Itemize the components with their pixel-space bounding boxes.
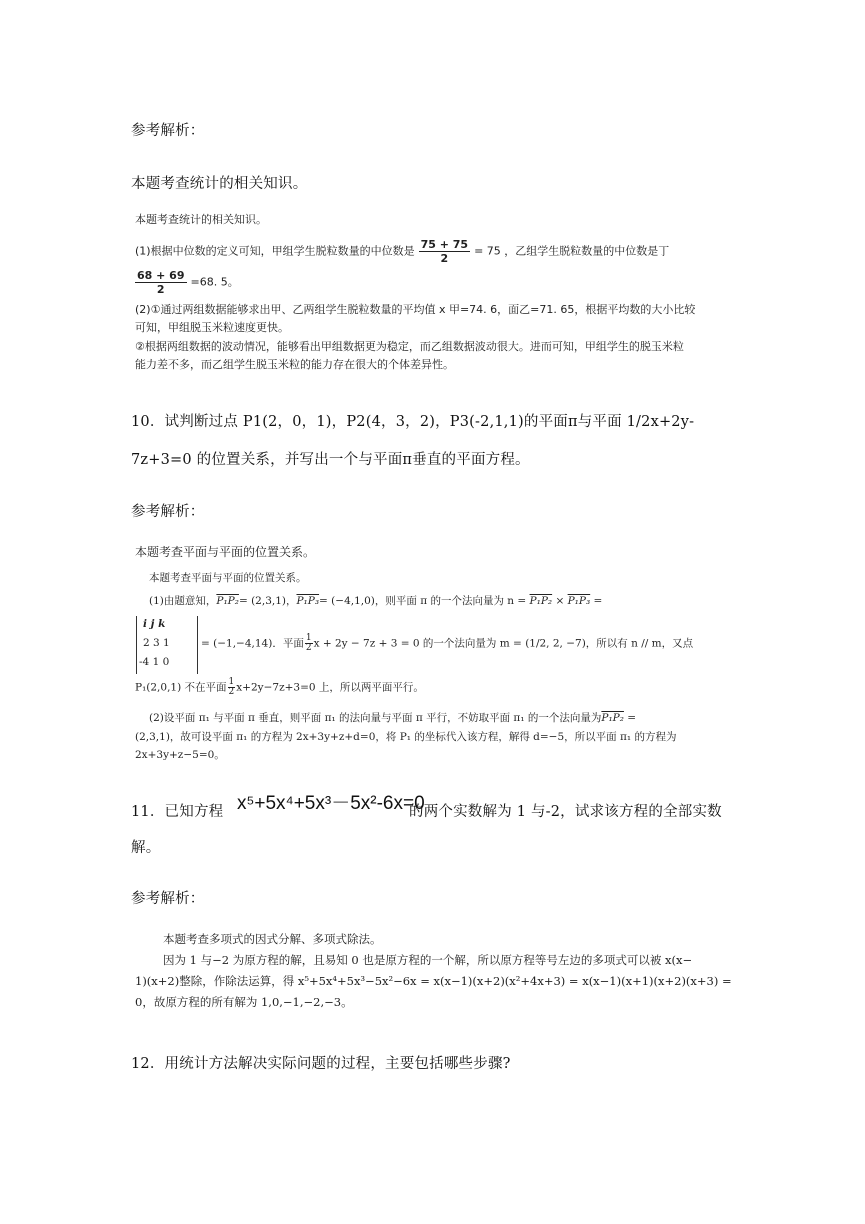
cross-sign: ×: [555, 595, 565, 607]
det-row1: i j k: [143, 618, 166, 630]
equals-sign: =: [593, 595, 603, 607]
vector-p1p3: P₁P₃: [296, 595, 320, 607]
q11-suffix: 的两个实数解为 1 与-2，试求该方程的全部实数: [409, 804, 722, 820]
img3-line4: 0，故原方程的所有解为 1,0,−1,−2,−3。: [135, 995, 353, 1009]
solution-image-polynomial: [131, 927, 741, 1012]
img2-title: 本题考查平面与平面的位置关系。: [135, 545, 316, 559]
img1-line1-b: = 75 ，乙组学生脱粒数量的中位数是丁: [474, 244, 670, 258]
img2-v1val: = (2,3,1)，: [238, 595, 297, 607]
img3-line3: 1)(x+2)整除，作除法运算，得 x⁵+5x⁴+5x³−5x²−6x = x(x−1)(x+2)(x²+4x+3) = x(x−1)(x+1)(x+2)(x+3) =: [135, 974, 732, 988]
m-vector: (1/2, 2, −7): [525, 637, 586, 650]
img1-title: 本题考查统计的相关知识。: [135, 213, 267, 226]
fraction-half: [305, 634, 313, 653]
img1-line1-a: (1)根据中位数的定义可知，甲组学生脱粒数量的中位数是: [135, 244, 415, 258]
img1-line1: [135, 238, 669, 265]
fraction-68: [135, 269, 187, 296]
ref-label-3: 参考解析：: [131, 891, 205, 907]
img1-line5: ②根据两组数据的波动情况，能够看出甲组数据更为稳定，而乙组数据波动很大。进而可知，甲组学生的脱玉米粒: [135, 340, 684, 353]
topic-statistics: 本题考查统计的相关知识。: [131, 176, 308, 192]
vector-p1p2-b: P₁P₂: [529, 595, 553, 607]
img2-l4: (2)设平面 π₁ 与平面 π 垂直，则平面 π₁ 的法向量与平面 π 平行，不妨取平面 π₁ 的一个法向量为: [149, 712, 602, 724]
half-num: 1: [305, 633, 312, 643]
img1-line4: 可知，甲组脱玉米粒速度更快。: [135, 321, 289, 334]
q10-line1: 10．试判断过点 P1(2，0，1)，P2(4，3，2)，P3(-2,1,1)的平面π与平面 1/2x+2y-: [131, 414, 695, 430]
q10-line2: 7z+3=0 的位置关系，并写出一个与平面π垂直的平面方程。: [131, 452, 530, 468]
img1-line2: [135, 269, 239, 296]
half-den: 2: [305, 643, 312, 653]
img2-line2: [201, 634, 693, 653]
vector-p1p3-b: P₁P₃: [567, 595, 591, 607]
ref-label-1: 参考解析：: [131, 123, 205, 139]
q11-prefix: 11．已知方程: [131, 804, 224, 820]
fraction-68-num: 68 + 69: [137, 269, 185, 282]
img3-line2: 因为 1 与−2 为原方程的解，且易知 0 也是原方程的一个解，所以原方程等号左边的多项式可以被 x(x−: [163, 953, 693, 967]
img3-line1: 本题考查多项式的因式分解、多项式除法。: [163, 932, 382, 946]
img2-l1: (1)由题意知，: [149, 595, 217, 607]
img2-line6: 2x+3y+z−5=0。: [135, 749, 225, 761]
img1-line6: 能力差不多，而乙组学生脱玉米粒的能力存在很大的个体差异性。: [135, 358, 454, 371]
det-row2: 2 3 1: [143, 637, 170, 649]
img2-l3b: x+2y−7z+3=0 上，所以两平面平行。: [236, 681, 424, 694]
solution-image-planes: [131, 538, 741, 768]
q11-equation: x⁵+5x⁴+5x³－5x²-6x=0: [237, 793, 425, 814]
img2-l3a: P₁(2,0,1) 不在平面: [135, 681, 227, 694]
vector-p1p2: P₁P₂: [216, 595, 239, 607]
img2-line1: [149, 593, 602, 608]
img2-sub: 本题考查平面与平面的位置关系。: [149, 572, 307, 584]
img1-line3: (2)①通过两组数据能够求出甲、乙两组学生脱粒数量的平均值 x 甲=74. 6，面乙=71. 65，根据平均数的大小比较: [135, 303, 696, 316]
img1-line2-b: =68. 5。: [190, 275, 239, 289]
fraction-75: [419, 238, 471, 265]
solution-image-statistics: [131, 205, 741, 375]
fraction-75-den: 2: [440, 252, 449, 265]
fraction-68-den: 2: [156, 283, 165, 296]
half-den-2: 2: [228, 687, 235, 697]
img2-dres: = (−1,−4,14)．平面: [201, 637, 304, 650]
img2-line5: (2,3,1)，故可设平面 π₁ 的方程为 2x+3y+z+d=0，将 P₁ 的坐标代入该方程，解得 d=−5，所以平面 π₁ 的方程为: [135, 731, 677, 743]
img2-l4e: =: [627, 712, 637, 724]
q11-line2: 解。: [131, 840, 161, 856]
q12-line: 12．用统计方法解决实际问题的过程，主要包括哪些步骤?: [131, 1056, 511, 1072]
img2-line4: [149, 710, 636, 725]
img2-dres3: ，所以有 n // m，又点: [585, 637, 694, 650]
img2-dres2: x + 2y − 7z + 3 = 0 的一个法向量为 m =: [313, 637, 522, 650]
fraction-half-2: [228, 678, 236, 697]
half-num-2: 1: [228, 677, 235, 687]
fraction-75-num: 75 + 75: [420, 238, 469, 251]
vector-p1p2-c: P₁P₂: [601, 712, 624, 724]
det-row3: -4 1 0: [139, 656, 170, 668]
img2-line3: [135, 678, 424, 697]
ref-label-2: 参考解析：: [131, 504, 205, 520]
img2-v2val: = (−4,1,0)，则平面 π 的一个法向量为 n =: [319, 595, 527, 607]
